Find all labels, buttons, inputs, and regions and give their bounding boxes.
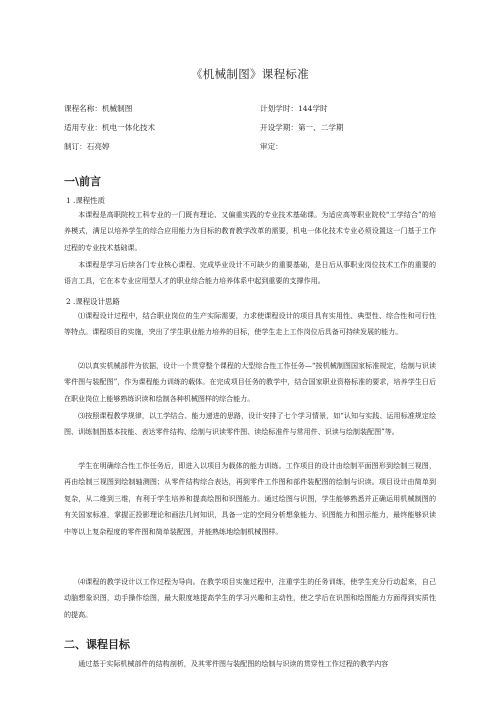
heading-course-goals: 二、课程目标 xyxy=(64,638,130,651)
paragraph-design-2: ⑵以真实机械部件为依据，设计一个贯穿整个课程的大型综合性工作任务—“按机械制图国家标准规定，绘制与识读零件图与装配图”，作为课程能力训练的载体。在完成项目任务的教学中，结合国家职业资格标准的要求，培养学生日后在职业岗位上能够熟练识读和绘制各种机械图样的综合能力。 xyxy=(64,361,436,403)
paragraph-design-5: ⑷课程的教学设计以工作过程为导向。在教学项目实施过程中，注重学生的任务训练，使学生充分行动起来，自己动脑想象识图，动手操作绘图，最大限度地提高学生的学习兴趣和主动性，使之学后在识图和绘图能力方面得到实质性的提高。 xyxy=(64,577,436,619)
heading-course-nature: 1 .课程性质 xyxy=(66,196,105,205)
paragraph-goal-1: 通过基于实际机械部件的结构剖析，及其零件图与装配图的绘制与识读的贯穿性工作过程的教学内容 xyxy=(78,659,389,668)
heading-foreword: 一\前言 xyxy=(64,175,102,188)
paragraph-nature-2: 本课程是学习后续各门专业核心课程、完成毕业设计不可缺少的重要基础，是日后从事职业岗位技术工作的重要的语言工具，它在本专业应用型人才的职业综合能力培养体系中起到重要的支撑作用。 xyxy=(64,260,436,286)
paragraph-design-3: ⑶按照课程教学规律，以工学结合、能力递进的思路，设计安排了七个学习情景，如“认知与实践、运用标准规定绘图、训练制图基本技能、表达零件结构、绘制与识读零件图、读绘标准件与常用件、识读与绘制装配图”等。 xyxy=(64,411,436,437)
document-title: 《机械制图》课程标准 xyxy=(191,67,309,81)
meta-author: 制订：石亮婷 xyxy=(64,142,110,151)
heading-design-approach: 2 .课程设计思路 xyxy=(66,297,120,306)
meta-course-name: 课程名称：机械制图 xyxy=(64,104,133,113)
meta-planned-hours: 计划学时：144学时 xyxy=(260,104,328,113)
paragraph-design-1: ⑴课程设计过程中，结合职业岗位的生产实际需要，力求使课程设计的项目具有实用性、典型性、综合性和可行性等特点。课程项目的实施，突出了学生职业能力培养的目标，使学生走上工作岗位后具备可持续发展的能力。 xyxy=(64,311,436,337)
paragraph-design-4: 学生在明确综合性工作任务后，即进入以项目为载体的能力训练。工作项目的设计由绘制平面图形到绘制三视图，再由绘制三视图到绘制轴测图；从零件结构综合表达，再到零件工作图和部件装配图的绘制与识读。项目设计由简单到复杂，从二维到三维，有利于学生培养和提高绘图和识图能力。通过绘图与识图，学生能够熟悉并正确运用机械制图的有关国家标准，掌握正投影理论和画法几何知识，具备一定的空间分析想象能力、识图能力和图示能力，最终能够识读中等以上复杂程度的零件图和简单装配图，并能熟练地绘制机械图样。 xyxy=(64,461,436,536)
meta-review: 审定： xyxy=(260,142,283,151)
paragraph-nature-1: 本课程是高职院校工科专业的一门既有理论、又偏重实践的专业技术基础课。为适应高等职业院校“工学结合”的培养模式，满足以培养学生的综合应用能力为目标的教育教学改革的需要，机电一体化技术专业必须设置这一门基于工作过程的专业技术基础课。 xyxy=(64,210,436,252)
meta-term: 开设学期：第一、二学期 xyxy=(260,123,344,132)
meta-major: 适用专业：机电一体化技术 xyxy=(64,123,156,132)
